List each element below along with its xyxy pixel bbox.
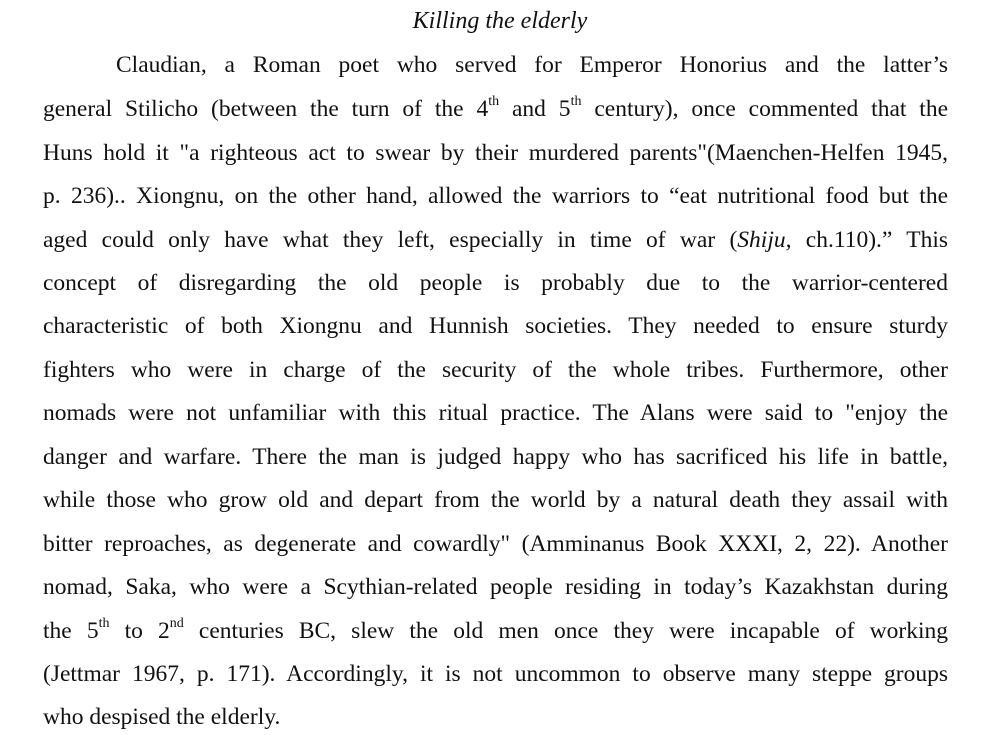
paragraph-line-14: the 5th to 2nd centuries BC, slew the old men once they were incapable of working [43, 616, 948, 644]
paragraph-line-8: fighters who were in charge of the security of the whole tribes. Furthermore, other [43, 357, 948, 383]
paragraph-line-16: who despised the elderly. [43, 704, 281, 730]
paragraph-line-12: bitter reproaches, as degenerate and cowardly" (Amminanus Book XXXI, 2, 22). Another [43, 531, 948, 557]
paragraph-line-9: nomads were not unfamiliar with this ritual practice. The Alans were said to "enjoy the [43, 400, 948, 426]
paragraph-line-10: danger and warfare. There the man is judged happy who has sacrificed his life in battle, [43, 444, 948, 470]
paragraph-line-5: aged could only have what they left, especially in time of war (Shiju, ch.110).” This [43, 227, 949, 253]
paragraph-line-3: Huns hold it "a righteous act to swear by their murdered parents"(Maenchen-Helfen 1945, [43, 140, 948, 166]
paragraph-line-6: concept of disregarding the old people is probably due to the warrior-centered [43, 270, 948, 296]
paragraph-line-1: Claudian, a Roman poet who served for Emperor Honorius and the latter’s [116, 52, 948, 78]
paragraph-line-13: nomad, Saka, who were a Scythian-related people residing in today’s Kazakhstan during [43, 574, 948, 600]
paragraph-line-7: characteristic of both Xiongnu and Hunnish societies. They needed to ensure sturdy [43, 313, 948, 339]
paragraph-line-15: (Jettmar 1967, p. 171). Accordingly, it is not uncommon to observe many steppe groups [43, 661, 948, 687]
paragraph-line-11: while those who grow old and depart from the world by a natural death they assail with [43, 487, 948, 513]
paragraph-line-4: p. 236).. Xiongnu, on the other hand, allowed the warriors to “eat nutritional food but the [43, 183, 948, 209]
section-title: Killing the elderly [412, 8, 588, 34]
paragraph-line-2: general Stilicho (between the turn of the 4th and 5th century), once commented that the [43, 94, 948, 122]
